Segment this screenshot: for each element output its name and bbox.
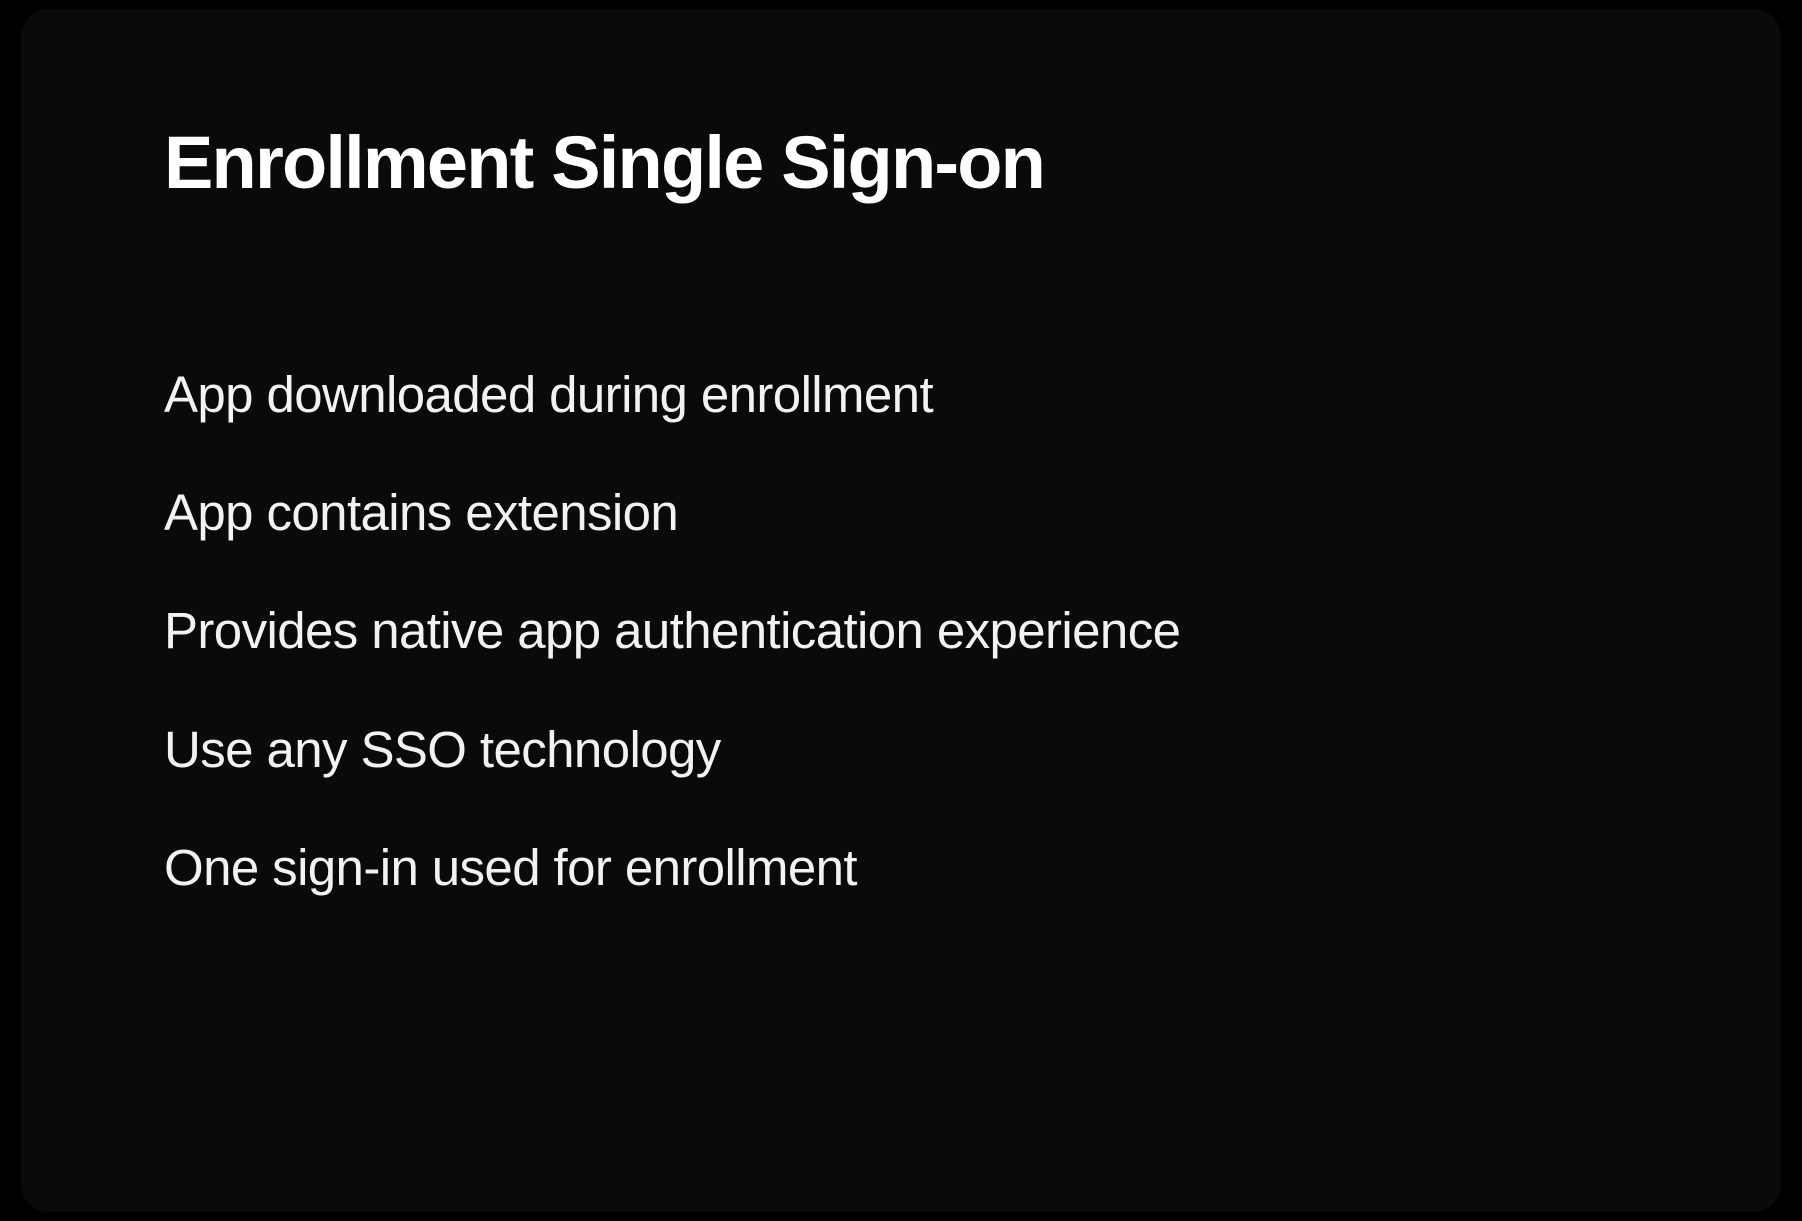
page-title: Enrollment Single Sign-on [164, 120, 1045, 204]
bullet-list [164, 365, 1664, 898]
slide-content [22, 10, 1780, 1211]
presentation-slide [22, 10, 1780, 1211]
list-item: One sign-in used for enrollment [164, 838, 857, 896]
list-item: App downloaded during enrollment [164, 366, 934, 423]
list-item: App contains extension [164, 484, 679, 542]
list-item: Use any SSO technology [164, 720, 721, 778]
list-item: Provides native app authentication experience [164, 602, 1181, 660]
